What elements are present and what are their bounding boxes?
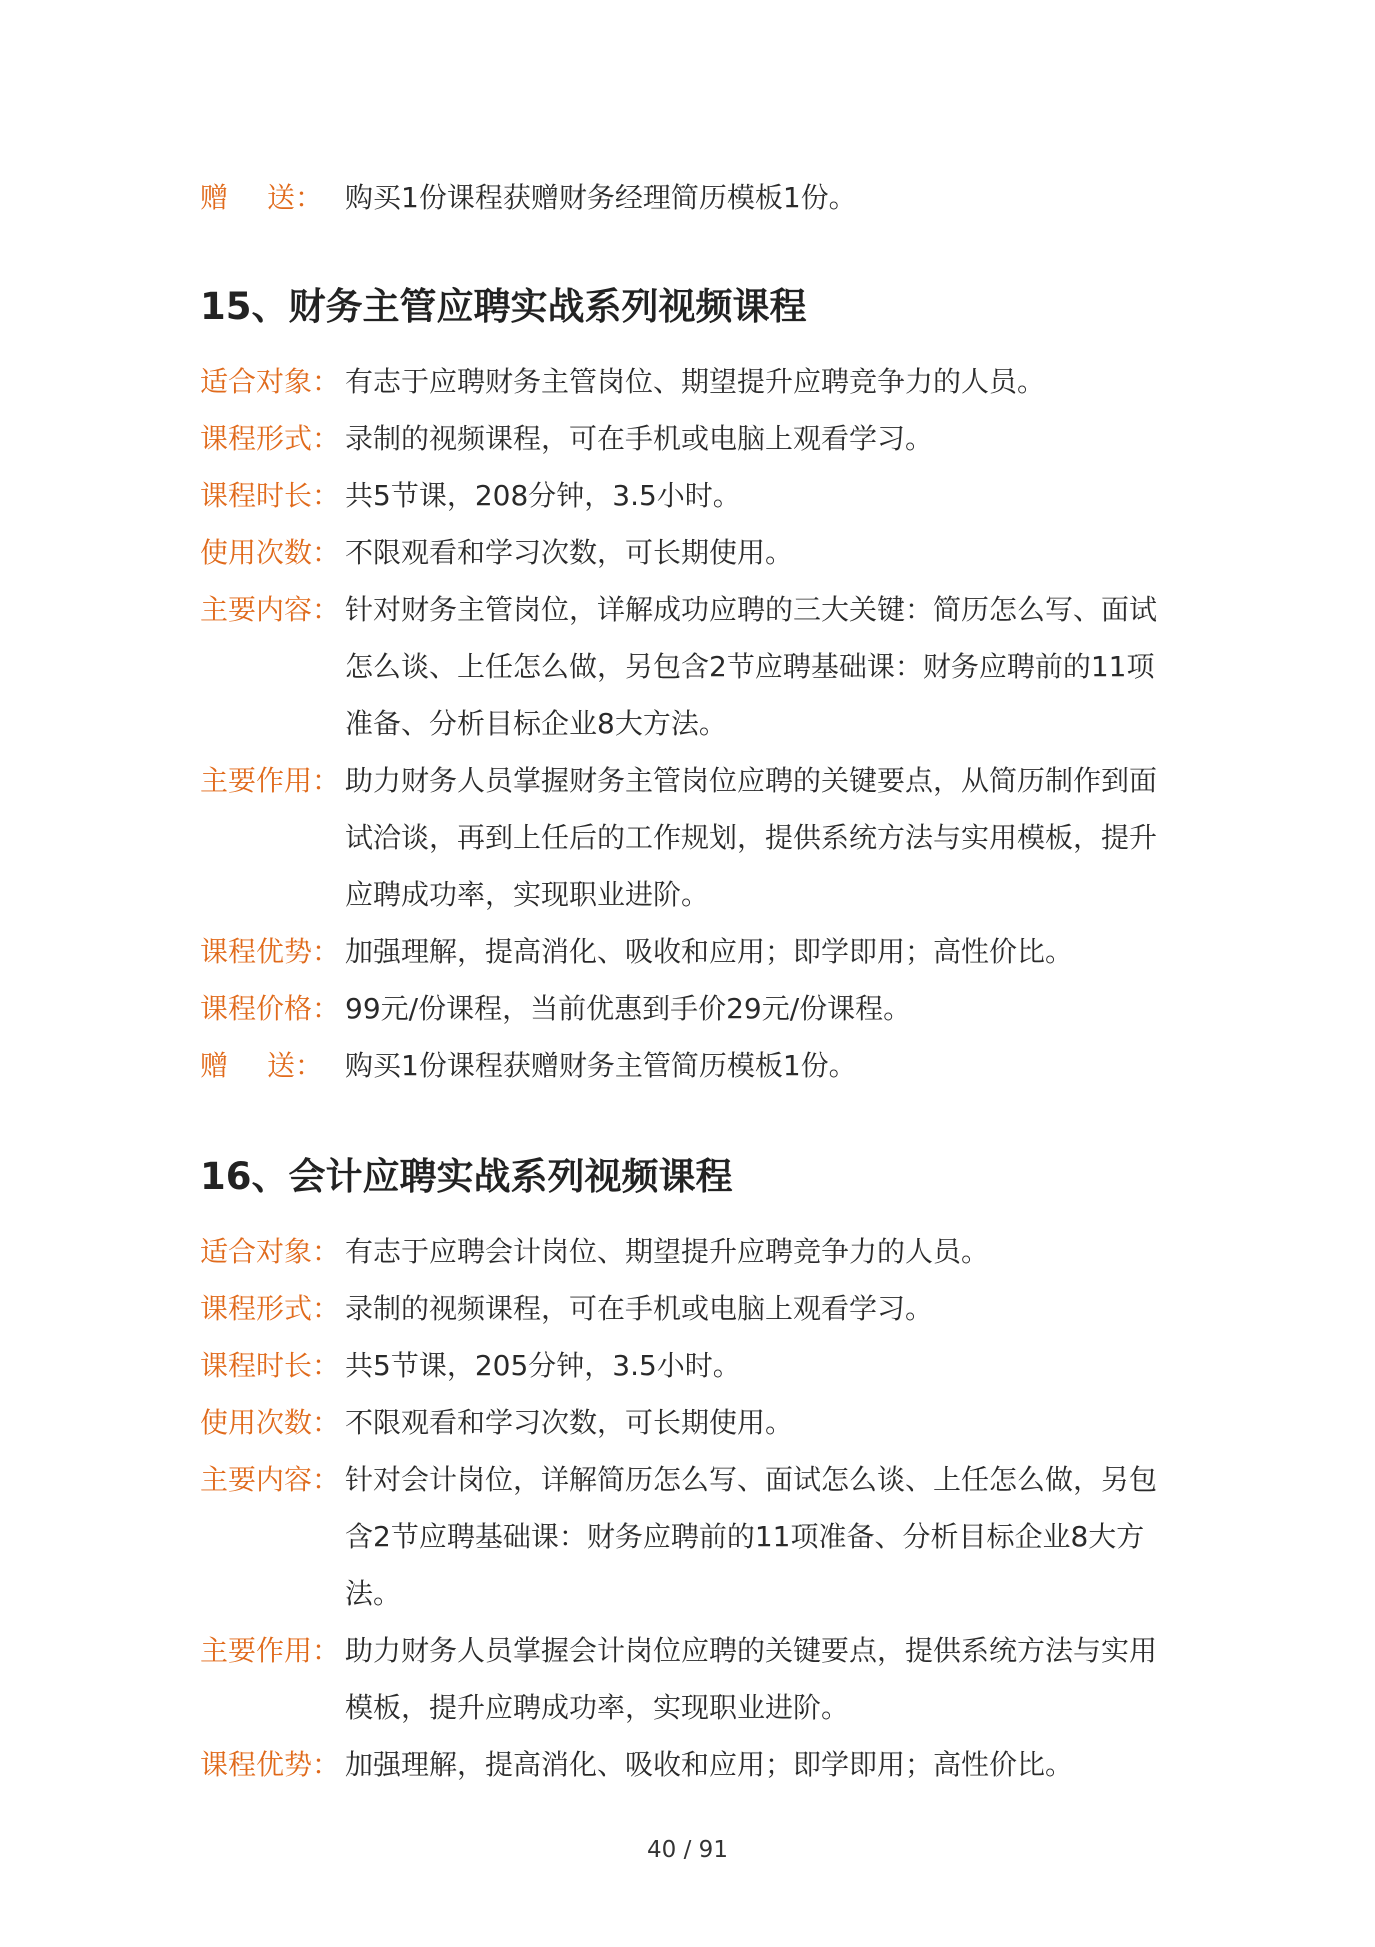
field-label: 课程价格：	[200, 992, 341, 1025]
main-content-row	[200, 581, 1200, 752]
field-label: 赠 送：	[200, 1049, 323, 1082]
field-label: 使用次数：	[200, 1406, 341, 1439]
field-label: 赠 送：	[200, 181, 323, 214]
main-content-row	[200, 1451, 1200, 1622]
main-purpose-row	[200, 752, 1200, 923]
course-format-row	[200, 410, 1200, 467]
field-value: 针对会计岗位，详解简历怎么写、面试怎么谈、上任怎么做，另包含2节应聘基础课：财务应聘前的11项准备、分析目标企业8大方法。	[345, 1463, 1158, 1610]
field-label: 课程形式：	[200, 1292, 341, 1325]
field-value: 有志于应聘财务主管岗位、期望提升应聘竞争力的人员。	[345, 365, 1046, 398]
field-label: 适合对象：	[200, 365, 341, 398]
field-label: 课程优势：	[200, 935, 341, 968]
field-value: 共5节课，205分钟，3.5小时。	[345, 1349, 741, 1382]
field-value: 99元/份课程，当前优惠到手价29元/份课程。	[345, 992, 912, 1025]
field-value: 购买1份课程获赠财务经理简历模板1份。	[345, 181, 857, 214]
course-price-row	[200, 980, 1200, 1037]
target-audience-row	[200, 353, 1200, 410]
field-label: 课程优势：	[200, 1748, 341, 1781]
course-duration-row	[200, 1337, 1200, 1394]
field-value: 不限观看和学习次数，可长期使用。	[345, 1406, 794, 1439]
field-label: 课程时长：	[200, 1349, 341, 1382]
field-value: 助力财务人员掌握会计岗位应聘的关键要点，提供系统方法与实用模板，提升应聘成功率，实现职业进阶。	[345, 1634, 1158, 1724]
field-label: 适合对象：	[200, 1235, 341, 1268]
field-value: 助力财务人员掌握财务主管岗位应聘的关键要点，从简历制作到面试洽谈，再到上任后的工作规划，提供系统方法与实用模板，提升应聘成功率，实现职业进阶。	[345, 764, 1158, 911]
main-purpose-row	[200, 1622, 1200, 1736]
course-duration-row	[200, 467, 1200, 524]
field-label: 主要内容：	[200, 1463, 341, 1496]
field-value: 加强理解，提高消化、吸收和应用；即学即用；高性价比。	[345, 935, 1074, 968]
gift-row	[200, 1037, 1200, 1094]
usage-count-row	[200, 1394, 1200, 1451]
field-value: 针对财务主管岗位，详解成功应聘的三大关键：简历怎么写、面试怎么谈、上任怎么做，另包含2节应聘基础课：财务应聘前的11项准备、分析目标企业8大方法。	[345, 593, 1158, 740]
course-advantage-row	[200, 923, 1200, 980]
field-label: 主要内容：	[200, 593, 341, 626]
field-label: 主要作用：	[200, 764, 341, 797]
field-value: 有志于应聘会计岗位、期望提升应聘竞争力的人员。	[345, 1235, 990, 1268]
page-number: 40 / 91	[647, 1837, 728, 1863]
field-value: 购买1份课程获赠财务主管简历模板1份。	[345, 1049, 857, 1082]
field-value: 不限观看和学习次数，可长期使用。	[345, 536, 794, 569]
field-label: 课程时长：	[200, 479, 341, 512]
gift-row	[200, 169, 1200, 226]
field-value: 加强理解，提高消化、吸收和应用；即学即用；高性价比。	[345, 1748, 1074, 1781]
course-advantage-row	[200, 1736, 1200, 1793]
field-label: 主要作用：	[200, 1634, 341, 1667]
section-heading-16: 16、会计应聘实战系列视频课程	[200, 1155, 733, 1198]
field-label: 课程形式：	[200, 422, 341, 455]
target-audience-row	[200, 1223, 1200, 1280]
course-format-row	[200, 1280, 1200, 1337]
field-label: 使用次数：	[200, 536, 341, 569]
field-value: 录制的视频课程，可在手机或电脑上观看学习。	[345, 1292, 934, 1325]
field-value: 共5节课，208分钟，3.5小时。	[345, 479, 741, 512]
usage-count-row	[200, 524, 1200, 581]
field-value: 录制的视频课程，可在手机或电脑上观看学习。	[345, 422, 934, 455]
section-heading-15: 15、财务主管应聘实战系列视频课程	[200, 285, 807, 328]
